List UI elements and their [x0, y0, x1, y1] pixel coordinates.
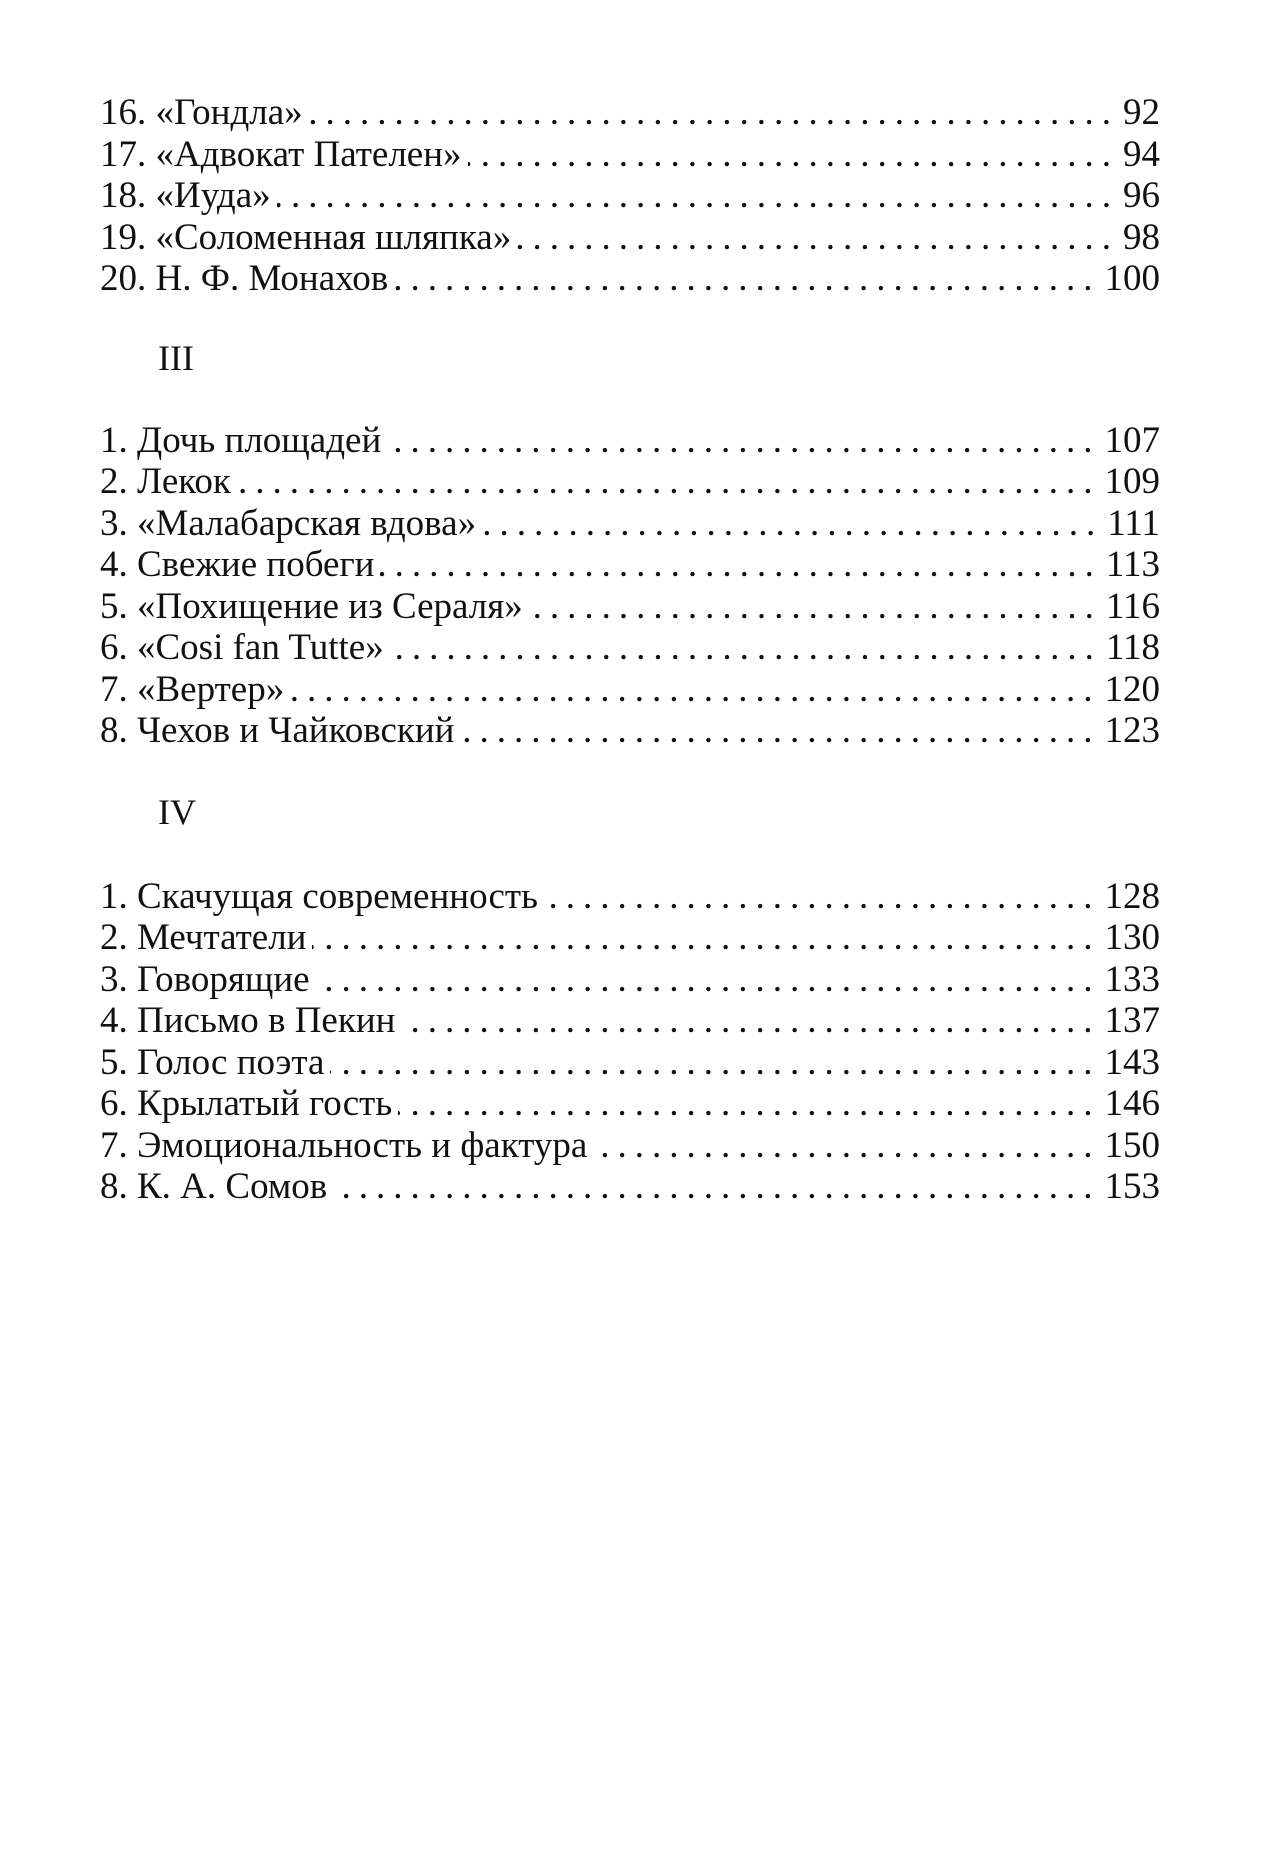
toc-entry-title: 16. «Гондла» — [100, 92, 303, 133]
toc-entry-title: 3. «Малабарская вдова» — [100, 502, 477, 544]
toc-entry-title: 1. Скачущая современность — [100, 875, 538, 917]
toc-entry-page: 146 — [1104, 1083, 1160, 1124]
toc-entry-title: 2. Мечтатели — [100, 917, 307, 958]
toc-entry[interactable] — [100, 586, 1160, 628]
toc-entry-title: 18. «Иуда» — [100, 175, 271, 216]
toc-entry-title: 17. «Адвокат Пателен» — [100, 133, 462, 175]
toc-entry-page: 133 — [1104, 958, 1160, 1000]
dot-leader — [380, 544, 1101, 586]
toc-entry-page: 109 — [1104, 461, 1160, 502]
dot-leader — [394, 258, 1100, 300]
toc-entry[interactable] — [100, 669, 1160, 711]
toc-entry-page: 98 — [1123, 216, 1160, 258]
dot-leader — [529, 586, 1102, 628]
toc-entry-title: 2. Лекок — [100, 461, 231, 502]
toc-section-continued — [100, 92, 1160, 300]
toc-entry-page: 116 — [1105, 585, 1160, 627]
dot-leader — [330, 1042, 1100, 1084]
toc-entry[interactable] — [100, 258, 1160, 300]
dot-leader — [544, 876, 1101, 918]
toc-entry-page: 111 — [1107, 502, 1160, 544]
toc-entry-page: 100 — [1104, 258, 1160, 299]
toc-entry[interactable] — [100, 503, 1160, 545]
toc-entry[interactable] — [100, 461, 1160, 503]
toc-entry[interactable] — [100, 1125, 1160, 1167]
toc-entry[interactable] — [100, 710, 1160, 752]
toc-entry-title: 8. Чехов и Чайковский — [100, 710, 455, 751]
toc-entry-page: 113 — [1105, 544, 1160, 585]
toc-entry-title: 6. «Cosi fan Tutte» — [100, 627, 384, 668]
toc-entry-title: 1. Дочь площадей — [100, 419, 382, 461]
toc-section-iv — [100, 876, 1160, 1208]
toc-entry[interactable] — [100, 134, 1160, 176]
section-heading-iv: IV — [158, 791, 196, 832]
toc-entry-title: 6. Крылатый гость — [100, 1083, 393, 1124]
toc-entry[interactable] — [100, 92, 1160, 134]
toc-entry-page: 123 — [1104, 710, 1160, 751]
dot-leader — [398, 1083, 1100, 1125]
toc-entry-title: 7. Эмоциональность и фактура — [100, 1124, 588, 1166]
toc-entry[interactable] — [100, 876, 1160, 918]
dot-leader — [290, 669, 1100, 711]
dot-leader — [593, 1125, 1100, 1167]
dot-leader — [401, 1000, 1100, 1042]
toc-entry-title: 5. «Похищение из Сераля» — [100, 585, 523, 627]
toc-entry[interactable] — [100, 1000, 1160, 1042]
toc-entry[interactable] — [100, 627, 1160, 669]
dot-leader — [333, 1166, 1100, 1208]
toc-entry[interactable] — [100, 175, 1160, 217]
toc-entry-title: 8. К. А. Сомов — [100, 1166, 328, 1207]
toc-entry[interactable] — [100, 1166, 1160, 1208]
toc-entry[interactable] — [100, 917, 1160, 959]
toc-entry-title: 19. «Соломенная шляпка» — [100, 216, 512, 258]
toc-entry-page: 120 — [1104, 668, 1160, 710]
section-heading-iii: III — [158, 337, 194, 378]
toc-entry-page: 137 — [1104, 1000, 1160, 1041]
toc-entry-page: 143 — [1104, 1041, 1160, 1083]
toc-entry-page: 92 — [1123, 92, 1160, 133]
toc-entry-title: 4. Письмо в Пекин — [100, 1000, 396, 1041]
dot-leader — [517, 217, 1119, 259]
toc-entry[interactable] — [100, 1042, 1160, 1084]
toc-entry-page: 128 — [1104, 875, 1160, 917]
toc-entry-page: 130 — [1104, 917, 1160, 958]
toc-entry-page: 107 — [1104, 419, 1160, 461]
toc-entry[interactable] — [100, 544, 1160, 586]
toc-entry-title: 4. Свежие побеги — [100, 544, 375, 585]
dot-leader — [468, 134, 1119, 176]
toc-entry-title: 20. Н. Ф. Монахов — [100, 258, 389, 299]
toc-entry[interactable] — [100, 217, 1160, 259]
dot-leader — [390, 627, 1102, 669]
toc-entry-page: 96 — [1123, 175, 1160, 216]
toc-entry[interactable] — [100, 420, 1160, 462]
toc-entry[interactable] — [100, 959, 1160, 1001]
toc-entry[interactable] — [100, 1083, 1160, 1125]
toc-entry-title: 7. «Вертер» — [100, 668, 285, 710]
toc-entry-title: 3. Говорящие — [100, 958, 310, 1000]
toc-entry-page: 150 — [1104, 1124, 1160, 1166]
toc-entry-page: 153 — [1104, 1166, 1160, 1207]
toc-entry-title: 5. Голос поэта — [100, 1041, 325, 1083]
table-of-contents — [100, 92, 1160, 1208]
toc-entry-page: 118 — [1105, 627, 1160, 668]
dot-leader — [277, 175, 1119, 217]
toc-section-iii — [100, 420, 1160, 752]
dot-leader — [312, 917, 1100, 959]
dot-leader — [316, 959, 1101, 1001]
dot-leader — [460, 710, 1100, 752]
dot-leader — [309, 92, 1119, 134]
dot-leader — [387, 420, 1100, 462]
dot-leader — [482, 503, 1103, 545]
toc-entry-page: 94 — [1123, 133, 1160, 175]
dot-leader — [237, 461, 1101, 503]
